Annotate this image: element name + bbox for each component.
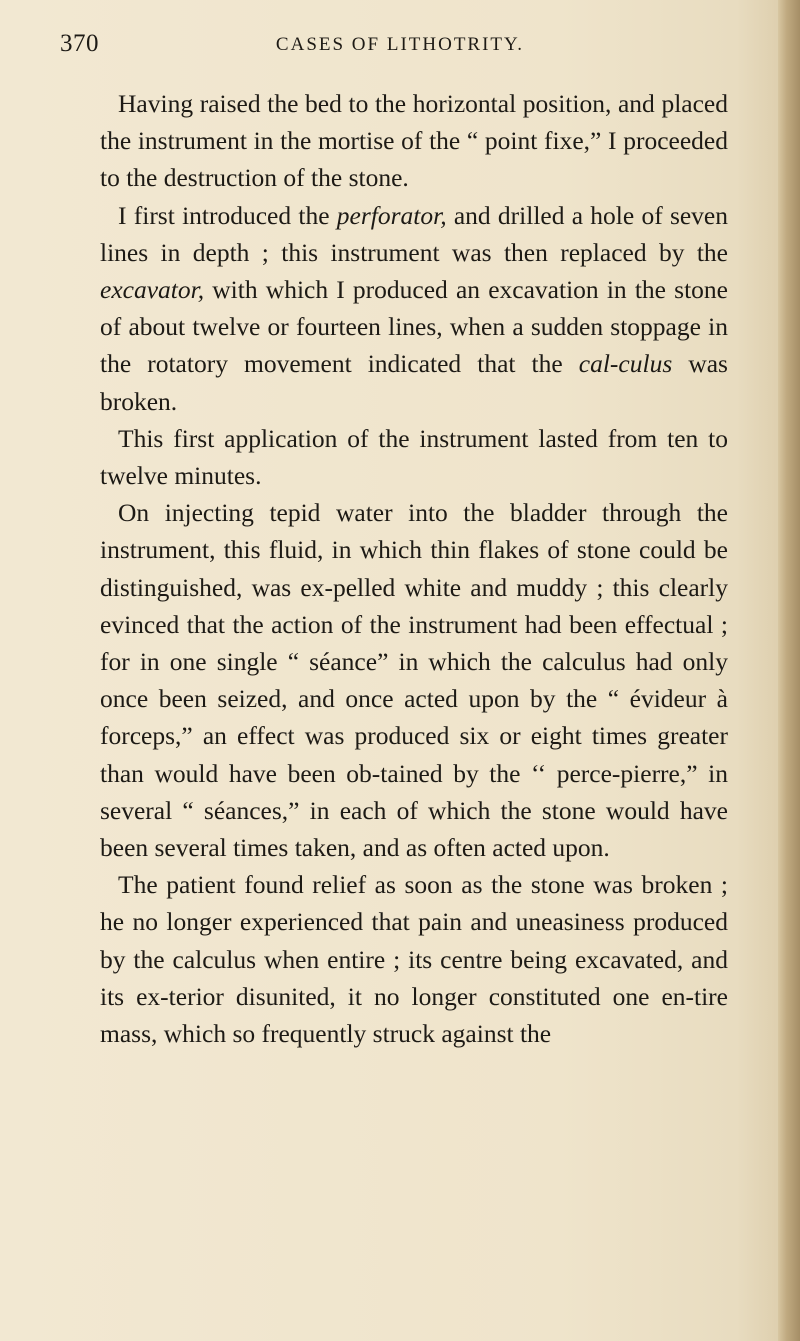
paragraph-5: The patient found relief as soon as the stone was broken ; he no longer experienced that pain and uneasiness produced by the calculus when entire ; its centre being excavated, and its ex-terior disunited, it no longer constituted one en-tire mass, which so frequently struck against the bbox=[100, 870, 728, 1049]
body-text bbox=[100, 85, 728, 1052]
paragraph-2 bbox=[100, 197, 728, 420]
term-perforator: perforator, bbox=[336, 200, 447, 230]
running-head: CASES OF LITHOTRITY. bbox=[275, 34, 525, 55]
term-excavator: excavator, bbox=[100, 275, 205, 305]
paragraph-2-part-c: with which I produced an excavation in the stone of about twelve or fourteen lines, when a sudden stoppage in the rotatory movement indicated that the bbox=[100, 275, 728, 379]
page-header bbox=[60, 30, 740, 70]
paragraph-2-part-b: and drilled a hole of seven lines in depth ; this instrument was then replaced by the bbox=[100, 200, 728, 267]
paragraph-2-part-d: was broken. bbox=[100, 349, 728, 416]
page-edge-shadow bbox=[778, 0, 800, 1341]
paragraph-2-part-a: I first introduced the bbox=[118, 200, 337, 230]
paragraph-4: On injecting tepid water into the bladder through the instrument, this fluid, in which thin flakes of stone could be distinguished, was ex-pelled white and muddy ; this clearly evinced that the action of the instrument had been effectual ; for in one single “ séance” in which the calculus had only once been seized, and once acted upon by the “ évideur à forceps,” an effect was produced six or eight times greater than would have been ob-tained by the ‘‘ perce-pierre,” in several “ séances,” in each of which the stone would have been several times taken, and as often acted upon. bbox=[100, 498, 728, 863]
paragraph-3: This first application of the instrument lasted from ten to twelve minutes. bbox=[100, 423, 728, 491]
paragraph-1: Having raised the bed to the horizontal position, and placed the instrument in the mortise of the “ point fixe,” I proceeded to the destruction of the stone. bbox=[100, 89, 728, 193]
term-calculus: cal-culus bbox=[578, 349, 673, 379]
page-number: 370 bbox=[60, 30, 99, 57]
